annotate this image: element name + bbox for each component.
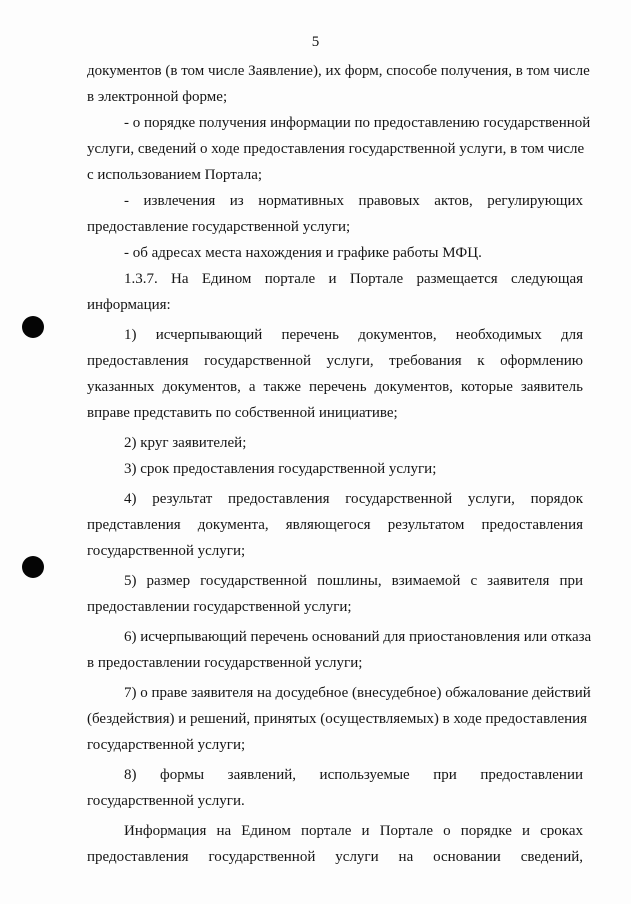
text-line: предоставления государственной услуги, требования к оформлению: [87, 353, 583, 369]
text-line: информация:: [87, 297, 171, 313]
text-line: 8) формы заявлений, используемые при предоставлении: [124, 767, 583, 783]
punch-hole-bottom: [22, 556, 44, 578]
text-line: (бездействия) и решений, принятых (осуществляемых) в ходе предоставления: [87, 711, 588, 727]
text-line: 7) о праве заявителя на досудебное (внесудебное) обжалование действий: [124, 685, 591, 701]
text-line: 6) исчерпывающий перечень оснований для приостановления или отказа: [124, 629, 592, 645]
text-line: государственной услуги.: [87, 793, 245, 809]
text-line: предоставление государственной услуги;: [87, 219, 351, 235]
text-line: вправе представить по собственной инициативе;: [87, 405, 398, 421]
text-line: представления документа, являющегося результатом предоставления: [87, 517, 583, 533]
text-line: Информация на Едином портале и Портале о порядке и сроках: [124, 823, 583, 839]
text-line: документов (в том числе Заявление), их форм, способе получения, в том числе: [87, 63, 590, 79]
text-line: - извлечения из нормативных правовых актов, регулирующих: [124, 193, 583, 209]
text-line: - о порядке получения информации по предоставлению государственной: [124, 115, 591, 131]
text-line: в предоставлении государственной услуги;: [87, 655, 363, 671]
text-line: в электронной форме;: [87, 89, 228, 105]
text-line: услуги, сведений о ходе предоставления государственной услуги, в том числе: [87, 141, 585, 157]
text-line: предоставлении государственной услуги;: [87, 599, 352, 615]
text-line: 5) размер государственной пошлины, взимаемой с заявителя при: [124, 573, 583, 589]
text-line: 1) исчерпывающий перечень документов, необходимых для: [124, 327, 583, 343]
text-line: указанных документов, а также перечень документов, которые заявитель: [87, 379, 583, 395]
page-number: 5: [311, 34, 320, 50]
text-line: с использованием Портала;: [87, 167, 263, 183]
punch-hole-top: [22, 316, 44, 338]
text-line: 3) срок предоставления государственной услуги;: [124, 461, 437, 477]
text-line: предоставления государственной услуги на основании сведений,: [87, 849, 583, 865]
text-line: 4) результат предоставления государственной услуги, порядок: [124, 491, 583, 507]
text-line: 1.3.7. На Едином портале и Портале размещается следующая: [124, 271, 583, 287]
text-line: государственной услуги;: [87, 543, 246, 559]
text-line: 2) круг заявителей;: [124, 435, 247, 451]
text-line: государственной услуги;: [87, 737, 246, 753]
document-body: [87, 58, 592, 870]
text-line: - об адресах места нахождения и графике работы МФЦ.: [124, 245, 482, 261]
